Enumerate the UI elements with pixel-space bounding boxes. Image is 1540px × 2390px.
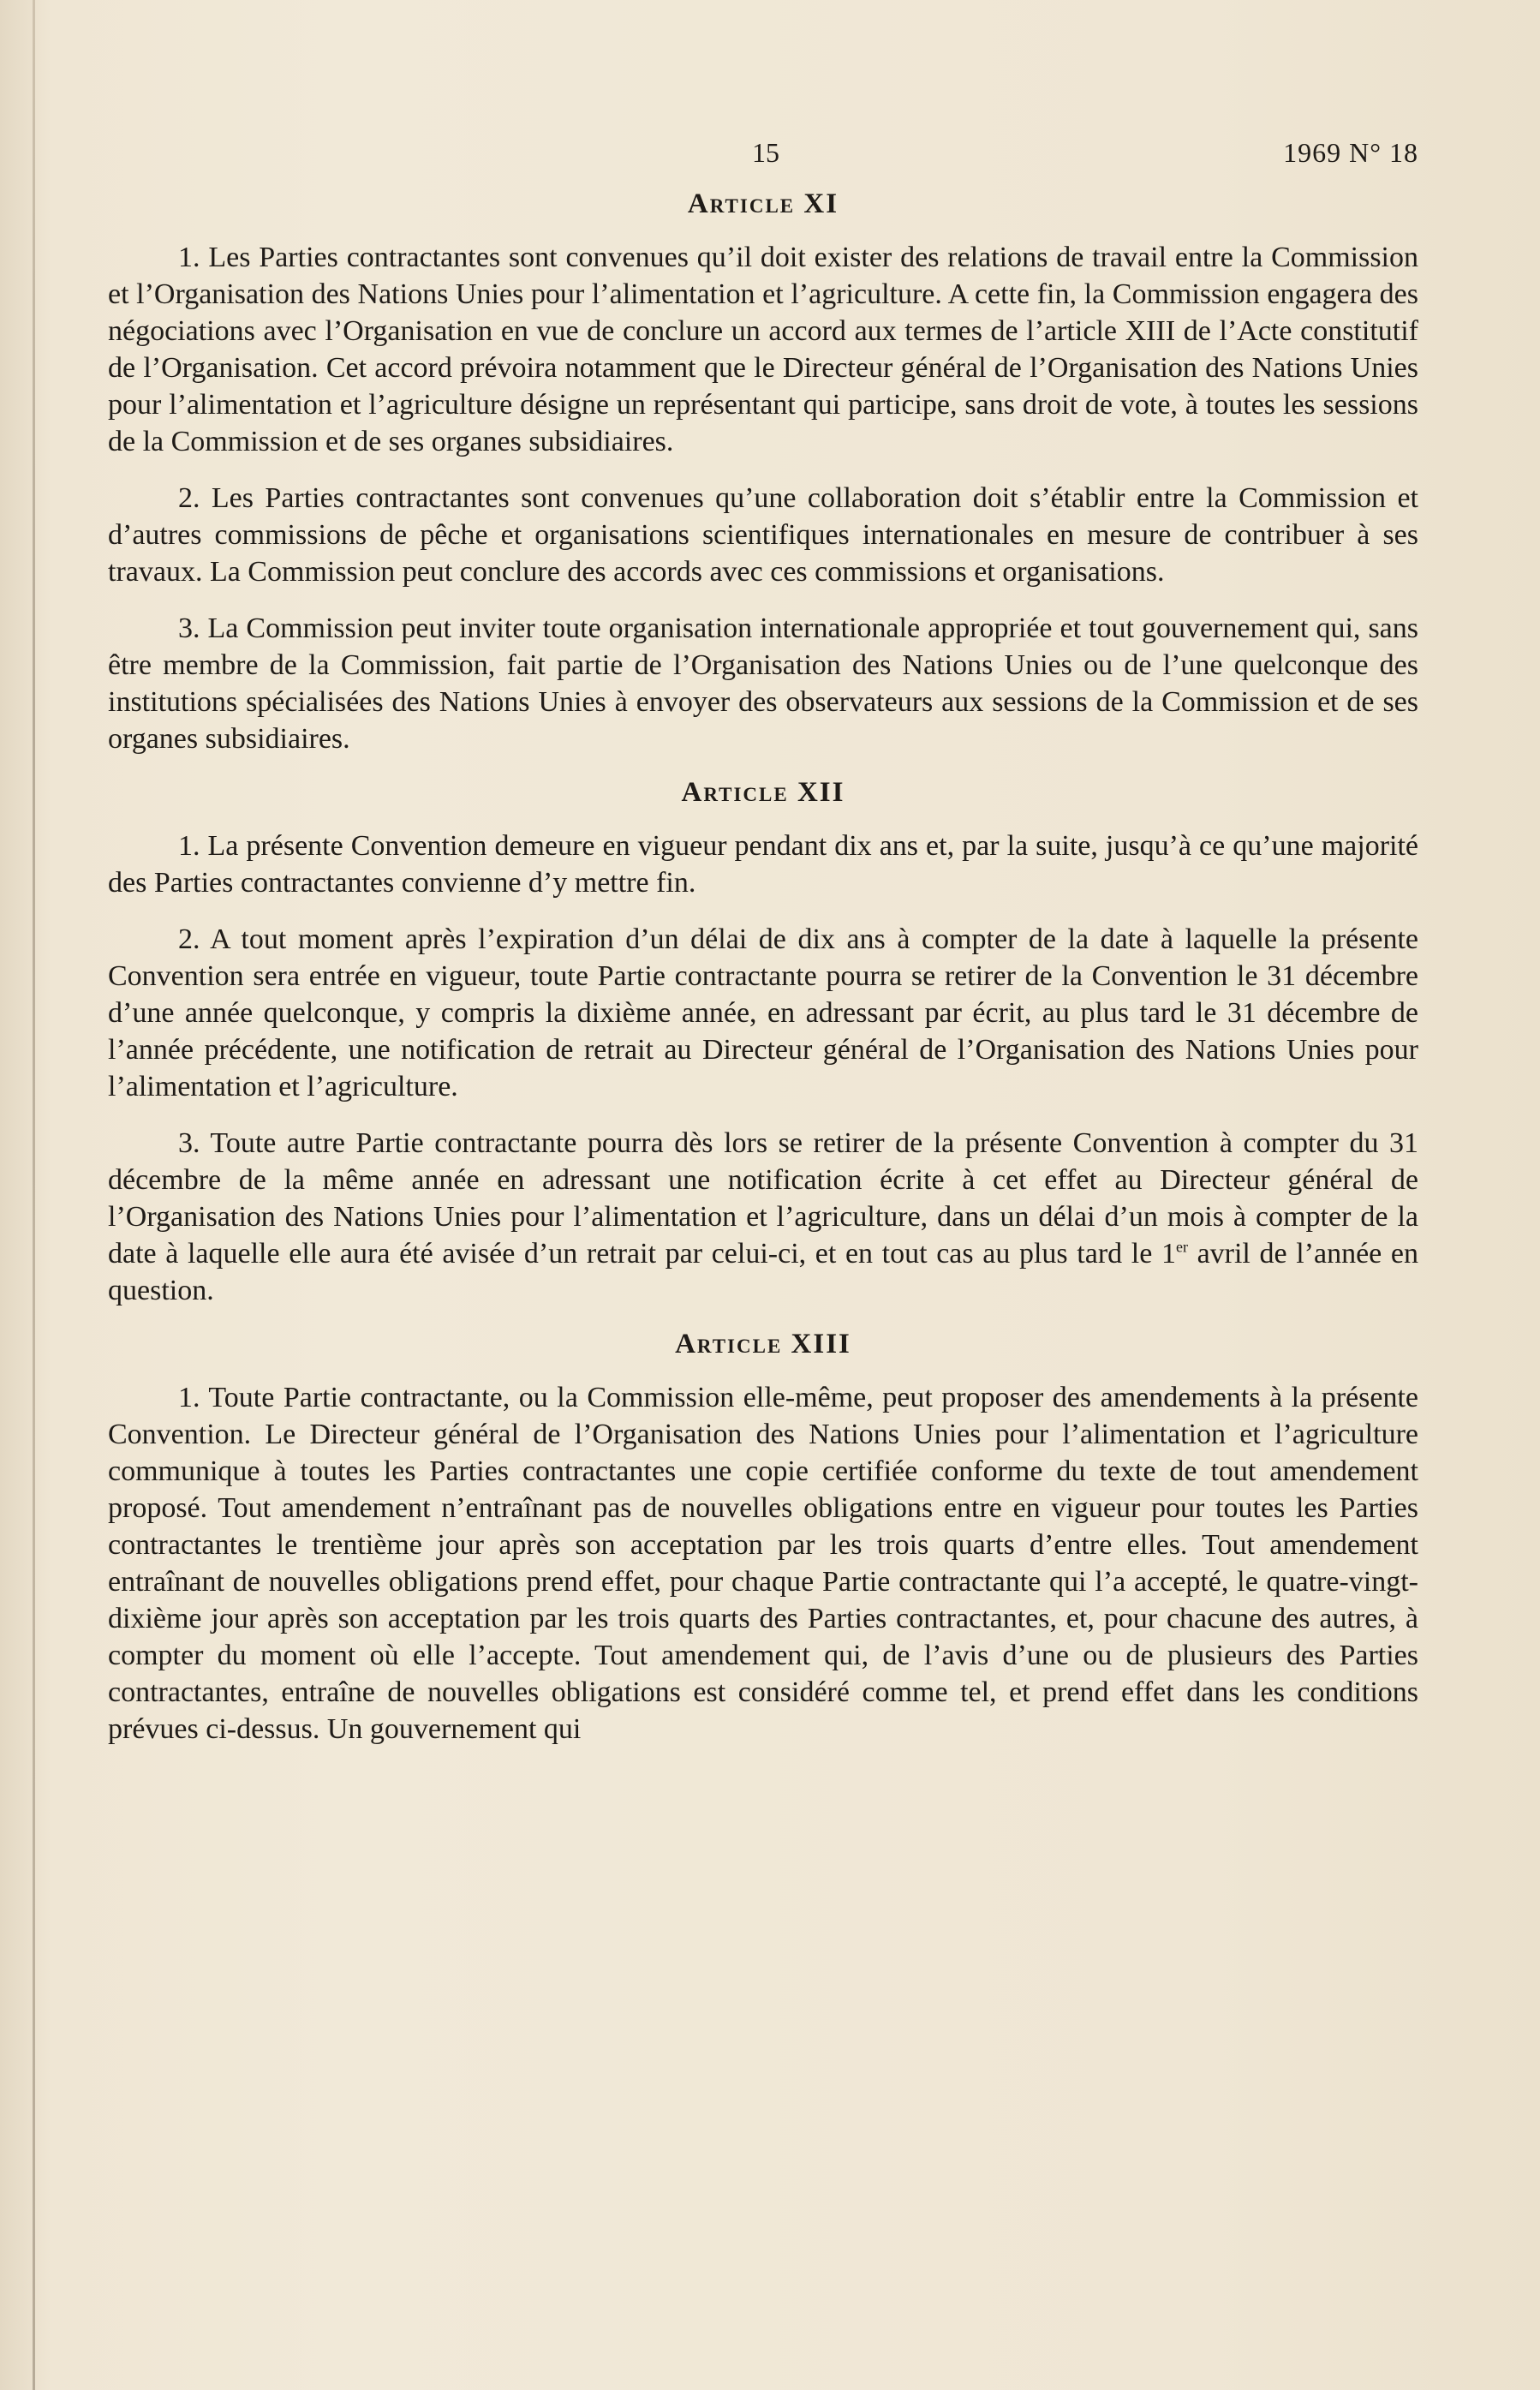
article-xiii [108, 1329, 1418, 1748]
binding-edge [33, 0, 35, 2390]
article-xi [108, 188, 1418, 757]
paragraph [108, 1125, 1418, 1309]
document-reference: 1969 N° 18 [1283, 137, 1418, 168]
superscript: er [1175, 1238, 1188, 1256]
article-heading: Article XI [687, 188, 839, 219]
paragraph: 1. La présente Convention demeure en vigueur pendant dix ans et, par la suite, jusqu’à ce qu’une majorité des Parties contractantes convienne d’y mettre fin. [108, 830, 1418, 899]
article-heading: Article XII [681, 777, 845, 808]
paragraph: 1. Toute Partie contractante, ou la Commission elle-même, peut proposer des amendements à la présente Convention. Le Directeur général de l’Organisation des Nations Unies pour l’alimentation et l’agriculture communique à toutes les Parties contractantes une copie certifiée conforme du texte de tout amendement proposé. Tout amendement n’entraînant pas de nouvelles obligations entre en vigueur pour toutes les Parties contractantes le trentième jour après son acceptation par les trois quarts d’entre elles. Tout amendement entraînant de nouvelles obligations prend effet, pour chaque Partie contractante qui l’a accepté, le quatre-vingt-dixième jour après son acceptation par les trois quarts des Parties contractantes, et, pour chacune des autres, à compter du moment où elle l’accepte. Tout amendement qui, de l’avis d’une ou de plusieurs des Parties contractantes, entraîne de nouvelles obligations est considéré comme tel, et prend effet dans les conditions prévues ci-dessus. Un gouvernement qui [108, 1382, 1418, 1745]
paragraph-text: avril de l’année en question. [108, 1238, 1418, 1306]
article-heading: Article XIII [675, 1329, 851, 1359]
paragraph: 3. La Commission peut inviter toute organisation internationale appropriée et tout gouvernement qui, sans être membre de la Commission, fait partie de l’Organisation des Nations Unies ou de l’une quelconque des institutions spécialisées des Nations Unies à envoyer des observateurs aux sessions de la Commission et de ses organes subsidiaires. [108, 612, 1418, 755]
paragraph: 2. Les Parties contractantes sont convenues qu’une collaboration doit s’établir entre la Commission et d’autres commissions de pêche et organisations scientifiques internationales en mesure de contribuer à ses travaux. La Commission peut conclure des accords avec ces commissions et organisations. [108, 482, 1418, 588]
paragraph: 2. A tout moment après l’expiration d’un délai de dix ans à compter de la date à laquelle la présente Convention sera entrée en vigueur, toute Partie contractante pourra se retirer de la Convention le 31 décembre d’une année quelconque, y compris la dixième année, en adressant par écrit, au plus tard le 31 décembre de l’année précédente, une notification de retrait au Directeur général de l’Organisation des Nations Unies pour l’alimentation et l’agriculture. [108, 923, 1418, 1102]
page-number: 15 [752, 137, 779, 168]
paragraph-text: 3. Toute autre Partie contractante pourra dès lors se retirer de la présente Convention à compter du 31 décembre de la même année en adressant une notification écrite à cet effet au Directeur général de l’Organisation des Nations Unies pour l’alimentation et l’agriculture, dans un délai d’un mois à compter de la date à laquelle elle aura été avisée d’un retrait par celui-ci, et en tout cas au plus tard le 1 [108, 1127, 1418, 1270]
page-header [108, 137, 1418, 188]
page-content [108, 137, 1418, 1767]
paragraph: 1. Les Parties contractantes sont convenues qu’il doit exister des relations de travail entre la Commission et l’Organisation des Nations Unies pour l’alimentation et l’agriculture. A cette fin, la Commission engagera des négociations avec l’Organisation en vue de conclure un accord aux termes de l’article XIII de l’Acte constitutif de l’Organisation. Cet accord prévoira notamment que le Directeur général de l’Organisation des Nations Unies pour l’alimentation et l’agriculture désigne un représentant qui participe, sans droit de vote, à toutes les sessions de la Commission et de ses organes subsidiaires. [108, 242, 1418, 457]
article-xii [108, 777, 1418, 1309]
